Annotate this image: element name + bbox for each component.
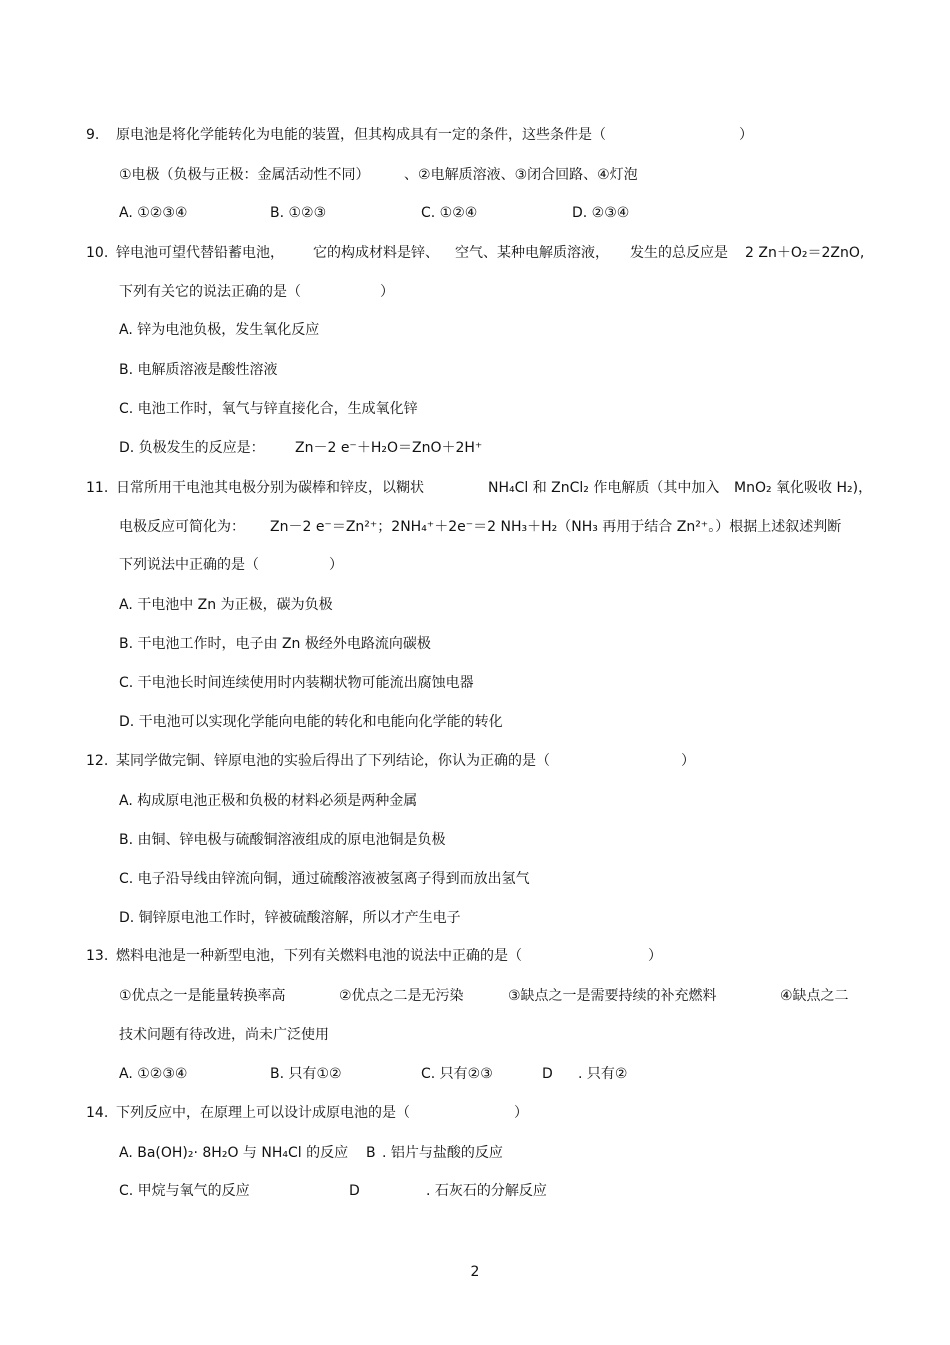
- question-number: 11.: [86, 480, 109, 496]
- q12-stem-line: [86, 751, 550, 771]
- statement-continued: 技术问题有待改进，尚未广泛使用: [119, 1027, 329, 1043]
- option-c: C. 干电池长时间连续使用时内装糊状物可能流出腐蚀电器: [119, 675, 474, 691]
- statement: ①优点之一是能量转换率高: [119, 988, 286, 1004]
- option-c: C. ①②④: [421, 205, 478, 221]
- option-b: B. ①②③: [270, 205, 327, 221]
- closing-paren: ）: [329, 557, 343, 573]
- condition-part: 、②电解质溶液、③闭合回路、④灯泡: [404, 167, 638, 183]
- closing-paren: ）: [380, 284, 394, 300]
- question-number: 9.: [86, 127, 100, 143]
- q9-conditions-line: [119, 165, 638, 185]
- question-number: 13.: [86, 948, 109, 964]
- option-b: B. 只有①②: [270, 1066, 342, 1082]
- stem-part: 电极反应可简化为：: [119, 519, 245, 535]
- condition-part: ①电极（负极与正极：金属活动性不同）: [119, 167, 370, 183]
- q10-stem-line: [86, 243, 284, 263]
- question-number: 10.: [86, 245, 109, 261]
- option-a: A. ①②③④: [119, 205, 188, 221]
- option-c: C. 甲烷与氧气的反应: [119, 1183, 250, 1199]
- option-c: C. 只有②③: [421, 1066, 493, 1082]
- question-number: 14.: [86, 1105, 109, 1121]
- option-d: D. 铜锌原电池工作时，锌被硫酸溶解，所以才产生电子: [119, 910, 461, 926]
- option-d: D. 负极发生的反应是：: [119, 440, 265, 456]
- option-d: . 只有②: [578, 1066, 628, 1082]
- option-d-equation: Zn－2 e⁻＋H₂O＝ZnO＋2H⁺: [295, 440, 483, 456]
- option-b: B. 由铜、锌电极与硫酸铜溶液组成的原电池铜是负极: [119, 832, 446, 848]
- statement: ②优点之二是无污染: [339, 988, 464, 1004]
- stem-part: 它的构成材料是锌、: [313, 245, 439, 261]
- option-b: . 铝片与盐酸的反应: [382, 1145, 503, 1161]
- option-a: A. ①②③④: [119, 1066, 188, 1082]
- option-c: C. 电子沿导线由锌流向铜，通过硫酸溶液被氢离子得到而放出氢气: [119, 871, 530, 887]
- option-a: A. 锌为电池负极，发生氧化反应: [119, 322, 320, 338]
- question-stem: 原电池是将化学能转化为电能的装置，但其构成具有一定的条件，这些条件是（: [116, 127, 606, 143]
- option-d-letter: D: [542, 1066, 553, 1082]
- stem-part: NH₄Cl 和 ZnCl₂ 作电解质（其中加入: [488, 480, 720, 496]
- closing-paren: ）: [739, 127, 753, 143]
- stem-part: 日常所用干电池其电极分别为碳棒和锌皮，以糊状: [116, 480, 424, 496]
- closing-paren: ）: [681, 753, 695, 769]
- option-d: D. ②③④: [572, 205, 630, 221]
- closing-paren: ）: [514, 1105, 528, 1121]
- statement: ④缺点之二: [780, 988, 849, 1004]
- option-d: D. 干电池可以实现化学能向电能的转化和电能向化学能的转化: [119, 714, 503, 730]
- option-a: A. 干电池中 Zn 为正极，碳为负极: [119, 597, 333, 613]
- statement: ③缺点之一是需要持续的补充燃料: [508, 988, 717, 1004]
- question-stem: 燃料电池是一种新型电池，下列有关燃料电池的说法中正确的是（: [116, 948, 522, 964]
- stem-part: 空气、某种电解质溶液，: [455, 245, 609, 261]
- q9-stem-line: [86, 125, 606, 145]
- q10-stem-line-2: [119, 282, 301, 302]
- option-b-letter: B: [366, 1145, 376, 1161]
- q11-stem-line: [86, 478, 424, 498]
- question-stem: 某同学做完铜、锌原电池的实验后得出了下列结论，你认为正确的是（: [116, 753, 550, 769]
- question-stem: 下列反应中，在原理上可以设计成原电池的是（: [116, 1105, 410, 1121]
- option-a: A. Ba(OH)₂· 8H₂O 与 NH₄Cl 的反应: [119, 1145, 349, 1161]
- page-number: 2: [470, 1264, 480, 1280]
- option-a: A. 构成原电池正极和负极的材料必须是两种金属: [119, 793, 418, 809]
- stem-part: MnO₂ 氧化吸收 H₂)，: [734, 480, 873, 496]
- option-d-letter: D: [349, 1183, 360, 1199]
- question-stem: 下列说法中正确的是（: [119, 557, 259, 573]
- closing-paren: ）: [648, 948, 662, 964]
- stem-equation: Zn－2 e⁻＝Zn²⁺；2NH₄⁺＋2e⁻＝2 NH₃＋H₂（NH₃ 再用于结合 Zn²⁺。）根据上述叙述判断: [270, 519, 842, 535]
- stem-part: 发生的总反应是: [630, 245, 728, 261]
- q14-stem-line: [86, 1103, 410, 1123]
- option-d: . 石灰石的分解反应: [426, 1183, 547, 1199]
- stem-equation: 2 Zn＋O₂＝2ZnO,: [745, 245, 865, 261]
- option-c: C. 电池工作时，氧气与锌直接化合，生成氧化锌: [119, 401, 418, 417]
- stem-part: 锌电池可望代替铅蓄电池，: [116, 245, 284, 261]
- q13-stem-line: [86, 946, 522, 966]
- question-number: 12.: [86, 753, 109, 769]
- question-stem: 下列有关它的说法正确的是（: [119, 284, 301, 300]
- option-b: B. 电解质溶液是酸性溶液: [119, 362, 278, 378]
- option-b: B. 干电池工作时，电子由 Zn 极经外电路流向碳极: [119, 636, 431, 652]
